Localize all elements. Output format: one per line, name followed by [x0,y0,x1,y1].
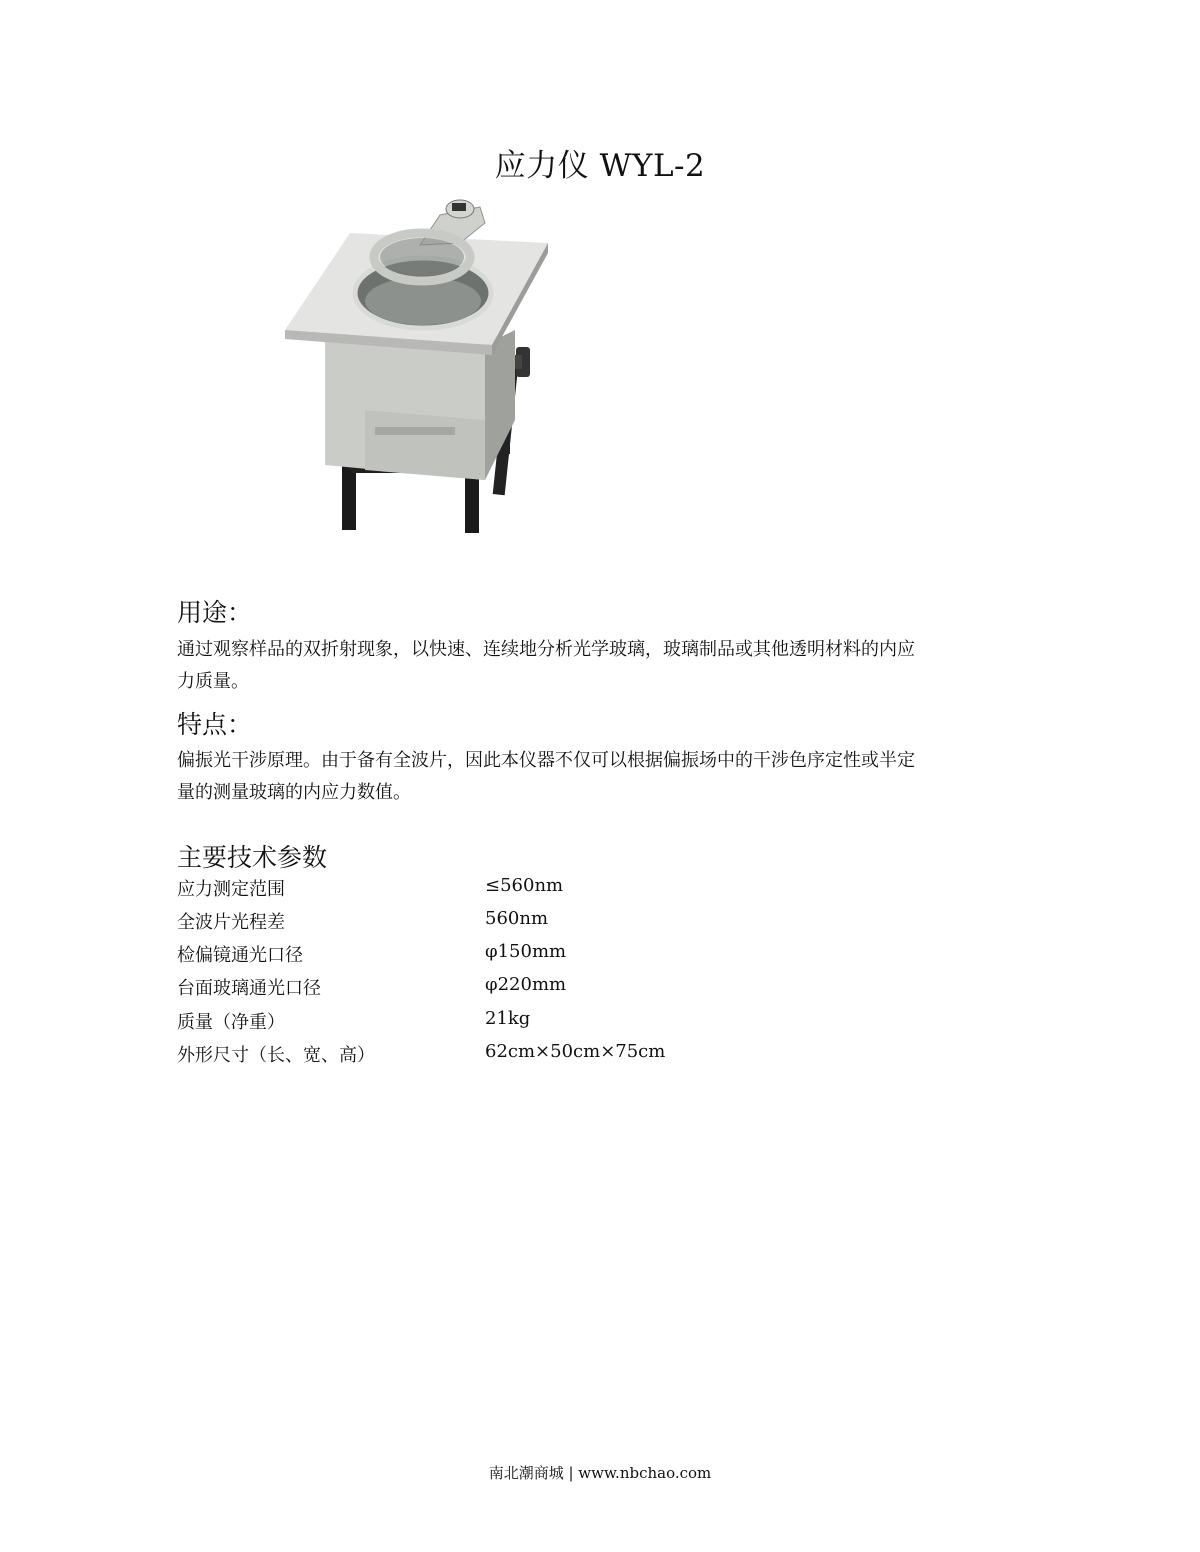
footer: 南北潮商城 | www.nbchao.com [488,1464,712,1482]
spec-row [177,974,877,1004]
spec-row [177,875,877,905]
spec-row [177,1008,877,1038]
spec-value: 62cm×50cm×75cm [485,1041,666,1062]
spec-row [177,908,877,938]
spec-label: 外形尺寸（长、宽、高） [177,1045,375,1066]
spec-row [177,941,877,971]
spec-value: 560nm [485,908,549,929]
specs-heading: 主要技术参数 [177,843,328,872]
spec-value: φ150mm [485,941,567,962]
page-title: 应力仪 WYL-2 [494,148,706,184]
spec-value: ≤560nm [485,875,564,896]
spec-label: 应力测定范围 [177,879,285,900]
features-heading: 特点： [177,710,253,739]
usage-line-1: 通过观察样品的双折射现象，以快速、连续地分析光学玻璃，玻璃制品或其他透明材料的内应 [177,639,915,660]
spec-label: 台面玻璃通光口径 [177,978,321,999]
features-text [177,745,1037,809]
features-line-2: 量的测量玻璃的内应力数值。 [177,782,411,803]
usage-text [177,634,1037,698]
spec-value: φ220mm [485,974,567,995]
usage-line-2: 力质量。 [177,671,249,692]
spec-row [177,1041,877,1071]
product-photo [280,195,570,540]
usage-heading: 用途： [177,598,253,627]
spec-label: 质量（净重） [177,1012,285,1033]
features-line-1: 偏振光干涉原理。由于备有全波片，因此本仪器不仅可以根据偏振场中的干涉色序定性或半定 [177,750,915,771]
spec-label: 检偏镜通光口径 [177,945,303,966]
spec-value: 21kg [485,1008,531,1029]
spec-label: 全波片光程差 [177,912,285,933]
